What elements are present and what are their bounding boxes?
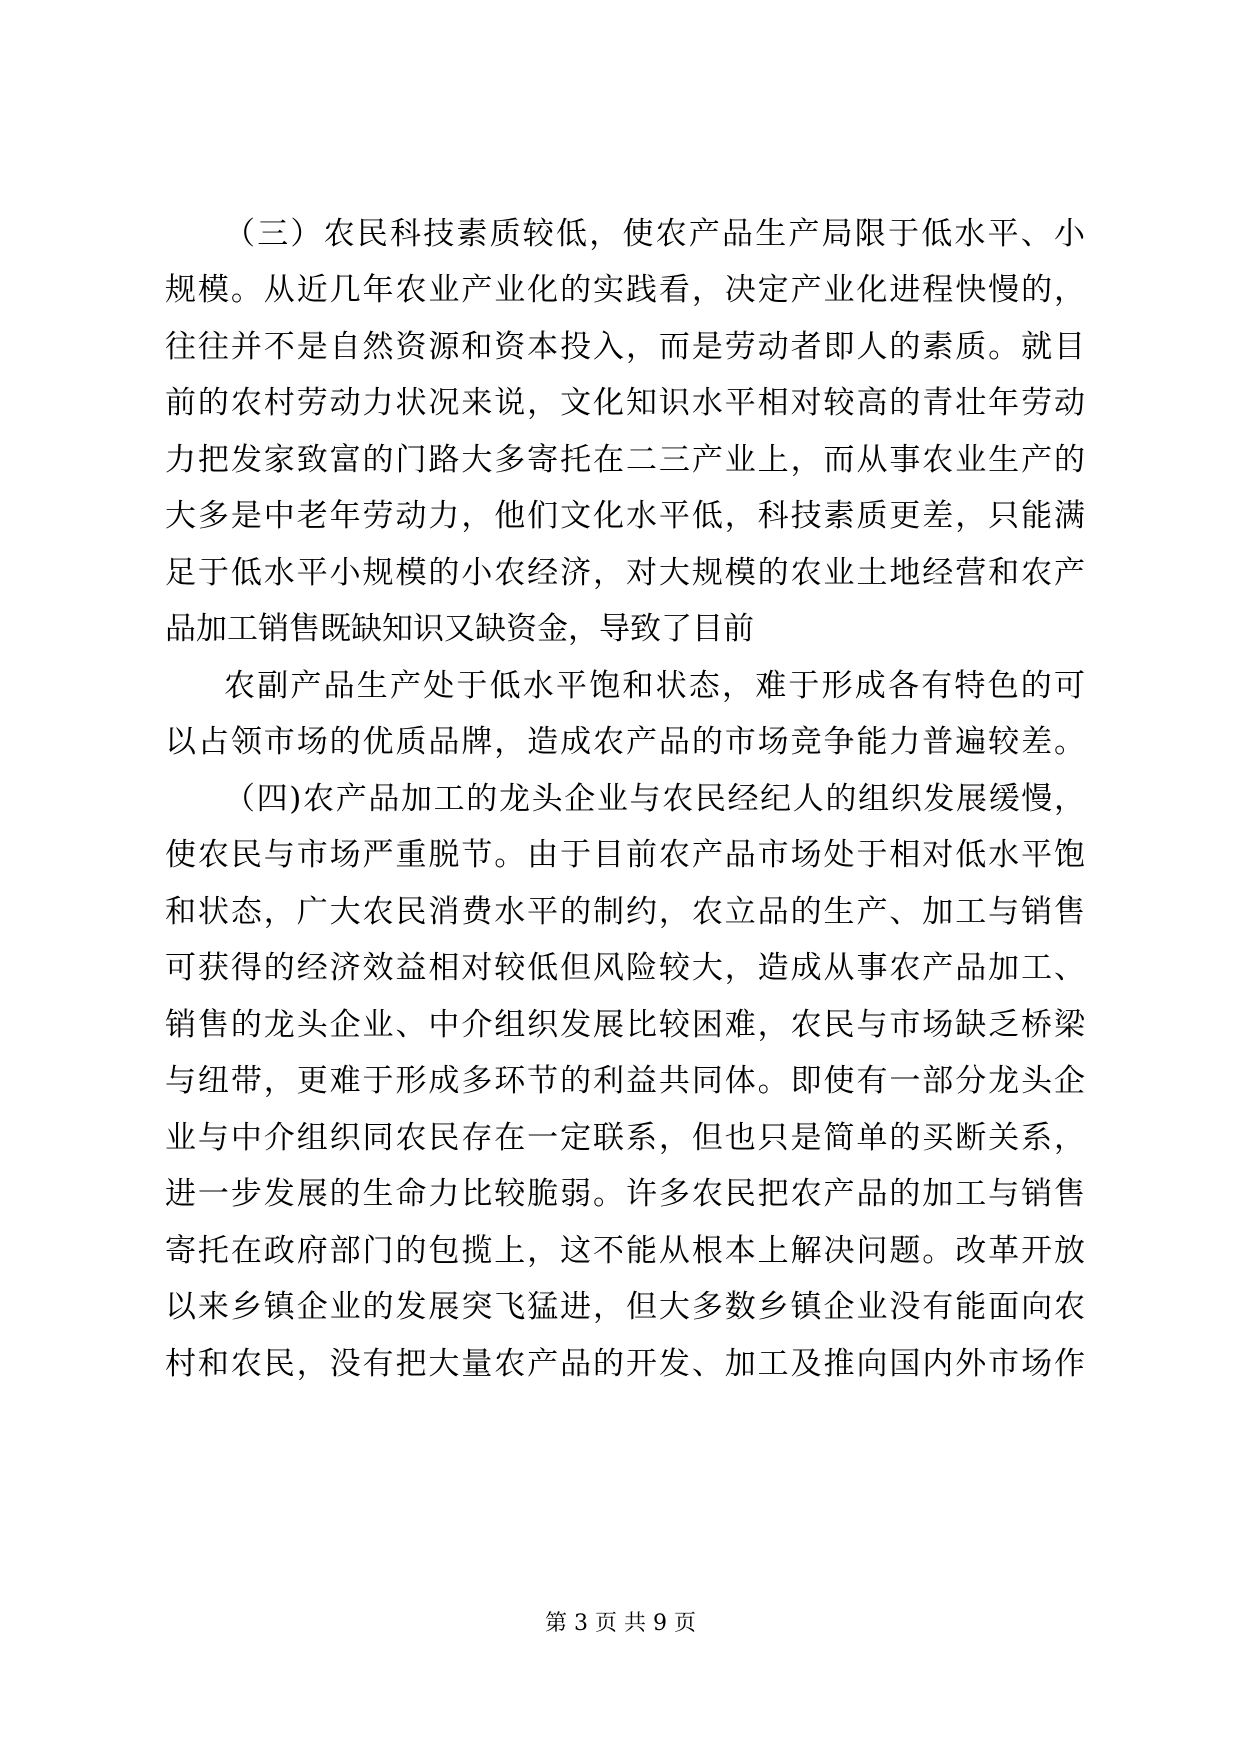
paragraph-3-line-4: 可获得的经济效益相对较低但风险较大，造成从事农产品加工、 <box>165 950 1085 986</box>
paragraph-3-line-1: （四)农产品加工的龙头企业与农民经纪人的组织发展缓慢， <box>224 781 1085 817</box>
paragraph-1-line-4: 前的农村劳动力状况来说，文化知识水平相对较高的青壮年劳动 <box>165 385 1085 421</box>
paragraph-1-line-1: （三）农民科技素质较低，使农产品生产局限于低水平、小 <box>224 216 1085 252</box>
paragraph-3-line-5: 销售的龙头企业、中介组织发展比较困难，农民与市场缺乏桥梁 <box>165 1007 1085 1043</box>
paragraph-3-line-10: 以来乡镇企业的发展突飞猛进，但大多数乡镇企业没有能面向农 <box>165 1289 1085 1325</box>
paragraph-1-line-5: 力把发家致富的门路大多寄托在二三产业上，而从事农业生产的 <box>165 442 1085 478</box>
paragraph-1-line-7: 足于低水平小规模的小农经济，对大规模的农业土地经营和农产 <box>165 555 1085 591</box>
page-number-footer: 第 3 页 共 9 页 <box>545 1611 696 1636</box>
paragraph-3-line-8: 进一步发展的生命力比较脆弱。许多农民把农产品的加工与销售 <box>165 1176 1085 1212</box>
paragraph-3-line-6: 与纽带，更难于形成多环节的利益共同体。即使有一部分龙头企 <box>165 1063 1085 1099</box>
paragraph-2-line-2: 以占领市场的优质品牌，造成农产品的市场竞争能力普遍较差。 <box>165 724 1085 760</box>
paragraph-3-line-11: 村和农民，没有把大量农产品的开发、加工及推向国内外市场作 <box>165 1346 1085 1382</box>
paragraph-1-line-2: 规模。从近几年农业产业化的实践看，决定产业化进程快慢的， <box>165 272 1085 308</box>
paragraph-3-line-2: 使农民与市场严重脱节。由于目前农产品市场处于相对低水平饱 <box>165 837 1085 873</box>
paragraph-2-line-1: 农副产品生产处于低水平饱和状态，难于形成各有特色的可 <box>224 668 1085 704</box>
paragraph-3-line-3: 和状态，广大农民消费水平的制约，农立品的生产、加工与销售 <box>165 894 1085 930</box>
paragraph-1-line-3: 往往并不是自然资源和资本投入，而是劳动者即人的素质。就目 <box>165 329 1085 365</box>
paragraph-3-line-9: 寄托在政府部门的包揽上，这不能从根本上解决问题。改革开放 <box>165 1233 1085 1269</box>
paragraph-1-line-8: 品加工销售既缺知识又缺资金，导致了目前 <box>165 611 754 647</box>
paragraph-3-line-7: 业与中介组织同农民存在一定联系，但也只是简单的买断关系， <box>165 1120 1085 1156</box>
paragraph-1-line-6: 大多是中老年劳动力，他们文化水平低，科技素质更差，只能满 <box>165 498 1085 534</box>
